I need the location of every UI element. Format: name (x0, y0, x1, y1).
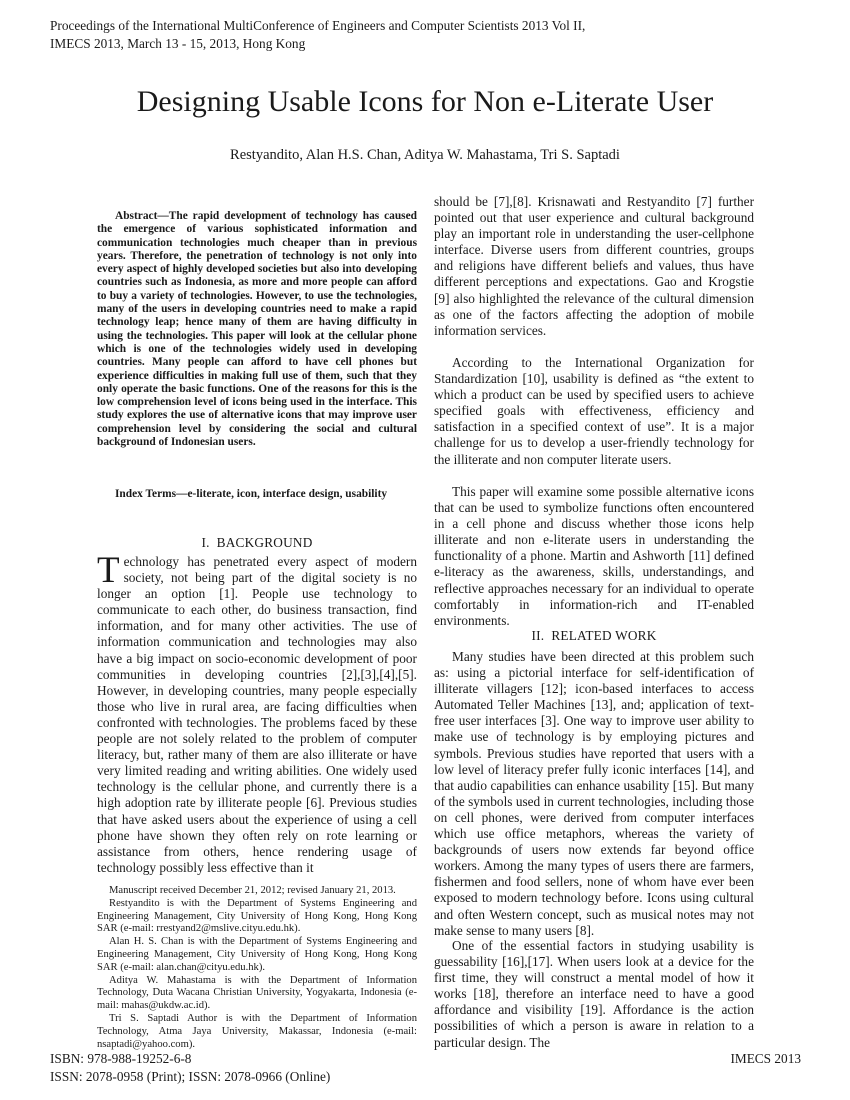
footer-identifiers (50, 1050, 330, 1086)
footnote-author-1: Restyandito is with the Department of Systems Engineering and Engineering Management, City University of Hong Kong, Hong Kong SAR (e-mail: rrestyand2@mslive.cityu.edu.hk). (97, 897, 417, 935)
right-paragraph-3: This paper will examine some possible alternative icons that can be used to symbolize functions often encountered in a cell phone and discuss whether those icons help illiterate and non e-literate users in understanding the functionality of a phone. Martin and Ashworth [11] defined e-literacy as the awareness, skills, understandings, and reflective approaches necessary for an individual to operate comfortably in information-rich and IT-enabled environments. (434, 484, 754, 628)
section-heading-background: I. BACKGROUND (201, 535, 313, 550)
footer-isbn: ISBN: 978-988-19252-6-8 (50, 1051, 192, 1066)
abstract (97, 210, 417, 449)
footer-issn: ISSN: 2078-0958 (Print); ISSN: 2078-0966 (Online) (50, 1069, 331, 1084)
abstract-text: Abstract—The rapid development of technology has caused the emergence of various sophisticated information and communication technologies much cheaper than in previous years. Therefore, the penetration of technology is not only into every aspect of highly developed societies but also into developing countries such as Indonesia, as more and more people can afford to buy a variety of technologies. However, to use the technologies, many of the users in developing countries need to make a rapid technology leap; hence many of them are having difficulty in using the technologies. This paper will look at the cellular phone which is one of the technologies widely used in developing countries. Many people can afford to have cell phones but experience difficulties in making full use of them, such that they only operate the basic functions. One of the reasons for this is the low comprehension level of icons being used in the interface. This study explores the use of alternative icons that may improve user comprehension level by considering the social and cultural background of Indonesian users. (97, 210, 417, 449)
footnote-author-4: Tri S. Saptadi Author is with the Department of Information Technology, Atma Jaya University, Makassar, Indonesia (e-mail: nsaptadi@yahoo.com). (97, 1012, 417, 1050)
right-paragraph-4: Many studies have been directed at this problem such as: using a pictorial interface for self-identification of illiterate villagers [12]; icon-based interfaces to access Automated Teller Machines [13], and; application of text-free user interfaces [3]. One way to improve user ability to make use of technology is by employing pictures and symbols. Previous studies have reported that users with a low level of literacy prefer fully iconic interfaces [14], and that audio capabilities can enhance usability [15]. But many of the symbols used in current technologies, including those on cell phones, were derived from computer interfaces which use office metaphors, whereas the variety of backgrounds of users now extends far beyond office workers. Among the many types of users there are farmers, fishermen and food sellers, none of whom have ever been exposed to modern technology before. Icons using cultural and often Western concept, such as musical notes may not make sense to many users [8]. (434, 649, 754, 938)
footer-conference: IMECS 2013 (730, 1051, 801, 1066)
section-background-body (97, 550, 417, 876)
index-terms: Index Terms—e-literate, icon, interface design, usability (115, 488, 388, 500)
footnotes (97, 885, 417, 1051)
footnote-received: Manuscript received December 21, 2012; revised January 21, 2013. (109, 885, 396, 896)
running-header-line-1: Proceedings of the International MultiConference of Engineers and Computer Scientists 2013 Vol II, (50, 18, 586, 33)
footnote-author-2: Alan H. S. Chan is with the Department of Systems Engineering and Engineering Management, City University of Hong Kong, Hong Kong SAR (e-mail: alan.chan@cityu.edu.hk). (97, 936, 417, 973)
paper-authors: Restyandito, Alan H.S. Chan, Aditya W. Mahastama, Tri S. Saptadi (230, 147, 620, 163)
right-paragraph-2: According to the International Organization for Standardization [10], usability is defined as “the extent to which a product can be used by specified users to achieve specified goals with effectiveness, efficiency and satisfaction in a specified context of use”. It is a major challenge for us to develop a user-friendly technology for the illiterate and non computer literate users. (434, 355, 754, 467)
drop-cap: T (97, 550, 120, 591)
right-paragraph-5: One of the essential factors in studying usability is guessability [16],[17]. When users look at a device for the first time, they will construct a mental model of how it works [18], therefore an interface need to have a good affordance and visibility [19]. Affordance is the action possibilities of which a person is aware in relation to a particular design. The (434, 938, 754, 1050)
running-header-line-2: IMECS 2013, March 13 - 15, 2013, Hong Kong (50, 36, 306, 51)
footnote-author-3: Aditya W. Mahastama is with the Department of Information Technology, Duta Wacana Christian University, Yogyakarta, Indonesia (e-mail: mahas@ukdw.ac.id). (97, 974, 417, 1012)
right-paragraph-1: should be [7],[8]. Krisnawati and Restyandito [7] further pointed out that user experience and cultural background play an important role in understanding the user-cellphone interface. Diverse users from different countries, groups and religions have different beliefs and values, thus have different perceptions and expectations. Gao and Krogstie [9] also highlighted the relevance of the cultural dimension as one of the factors affecting the adoption of mobile information services. (434, 194, 754, 338)
paper-title: Designing Usable Icons for Non e-Literate User (136, 85, 714, 118)
section-heading-related-work: II. RELATED WORK (531, 628, 657, 643)
background-paragraph-1: echnology has penetrated every aspect of modern society, not being part of the digital society is no longer an option [1]. People use technology to communicate to each other, do business transaction, find information, and for many other activities. The use of information communication and technologies may also have a big impact on socio-economic development of poor communities in developing countries [2],[3],[4],[5]. However, in developing countries, many people especially those who live in rural area, are facing difficulties when confronted with technologies. The problems faced by these people are not solely related to the problem of computer literacy, but, rather many of them are also illiterate or have very limited reading and writing abilities. One widely used technology is the cellular phone, and currently there is a high adoption rate by illiterate people [6]. Previous studies that have asked users about the experience of using a cell phone have shown they often rely on rote learning or assistance from others, hence rendering usage of technology possibly less effective than it (97, 554, 417, 875)
